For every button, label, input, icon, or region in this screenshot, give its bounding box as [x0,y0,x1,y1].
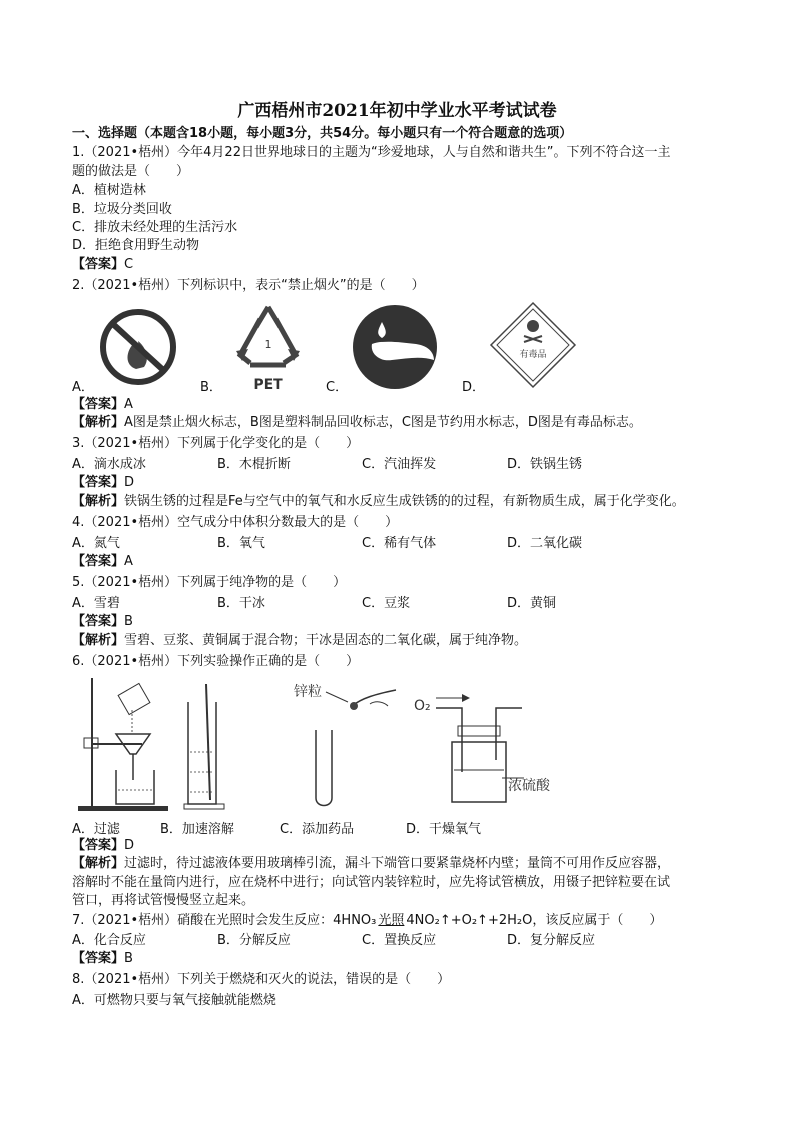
q5-answer [72,613,133,631]
answer-tag: 【答案】 [72,257,125,272]
q6-stem: 6.（2021•梧州）下列实验操作正确的是（ ） [72,654,360,669]
q3-option-d: D．铁锅生锈 [507,457,583,472]
analysis-text: 雪碧、豆浆、黄铜属于混合物；干冰是固态的二氧化碳，属于纯净物。 [124,633,528,648]
q7-stem-post: 4NO₂↑+O₂↑+2H₂O，该反应属于（ ） [406,913,663,928]
answer-value: D [124,475,135,490]
poison-sign-icon [488,300,578,390]
q1-option-b: B．垃圾分类回收 [72,202,172,217]
q6-analysis [72,855,670,873]
q2-label-b: B． [200,380,222,395]
q4-option-d: D．二氧化碳 [507,536,583,551]
q7-option-b: B．分解反应 [217,933,291,948]
cylinder-stirring-icon [182,682,232,812]
section-heading: 一、选择题（本题含18小题，每小题3分，共54分。每小题只有一个符合题意的选项） [72,126,573,141]
q1-option-d: D．拒绝食用野生动物 [72,238,200,253]
q1-stem-cont: 题的做法是（ ） [72,164,190,179]
q4-option-a: A．氮气 [72,536,120,551]
q5-option-c: C．豆浆 [362,596,411,611]
q4-options [72,535,722,553]
answer-tag: 【答案】 [72,554,125,569]
q2-label-c: C． [326,380,349,395]
q6-analysis-cont: 溶解时不能在量筒内进行，应在烧杯中进行；向试管内装锌粒时，应先将试管横放，用镊子把锌粒要在试 [72,875,671,890]
q6-analysis-cont2: 管口，再将试管慢慢竖立起来。 [72,893,255,908]
q6-label-d: D．干燥氧气 [406,822,482,837]
q8-option-a: A．可燃物只要与氧气接触就能燃烧 [72,993,276,1008]
analysis-tag: 【解析】 [72,494,125,509]
q2-stem: 2.（2021•梧州）下列标识中，表示“禁止烟火”的是（ ） [72,278,425,293]
q7-options [72,932,722,950]
q3-stem: 3.（2021•梧州）下列属于化学变化的是（ ） [72,436,360,451]
q4-stem: 4.（2021•梧州）空气成分中体积分数最大的是（ ） [72,515,399,530]
answer-tag: 【答案】 [72,838,125,853]
q1-option-c: C．排放未经处理的生活污水 [72,220,238,235]
answer-value: C [124,257,134,272]
zinc-label: 锌粒 [294,684,322,700]
analysis-text: 铁锅生锈的过程是Fe与空气中的氧气和水反应生成铁锈的的过程，有新物质生成，属于化学变化。 [124,494,685,509]
q3-option-a: A．滴水成冰 [72,457,146,472]
q1-stem: 1.（2021•梧州）今年4月22日世界地球日的主题为“珍爱地球，人与自然和谐共生”。下列不符合这一主 [72,145,671,160]
q4-answer [72,553,133,571]
analysis-tag: 【解析】 [72,415,125,430]
q2-label-d: D． [462,380,486,395]
analysis-text: A图是禁止烟火标志，B图是塑料制品回收标志，C图是节约用水标志，D图是有毒品标志。 [124,415,642,430]
q2-label-a: A． [72,380,94,395]
analysis-text: 过滤时，待过滤液体要用玻璃棒引流，漏斗下端管口要紧靠烧杯内壁；量筒不可用作反应容器， [124,856,671,871]
q5-option-b: B．干冰 [217,596,265,611]
q5-options [72,595,722,613]
recycle-icon [226,301,310,393]
analysis-tag: 【解析】 [72,633,125,648]
q1-answer [72,256,133,274]
sulfuric-acid-label: 浓硫酸 [508,778,550,794]
answer-value: B [124,951,133,966]
answer-tag: 【答案】 [72,614,125,629]
pet-label: PET [253,377,283,393]
q7-stem-pre: 7.（2021•梧州）硝酸在光照时会发生反应：4HNO₃ [72,913,377,928]
q4-option-c: C．稀有气体 [362,536,437,551]
reaction-condition: 光照 [378,913,405,928]
q3-answer [72,474,134,492]
q6-answer [72,837,134,855]
q3-analysis [72,493,685,511]
q7-stem [72,912,662,930]
q3-option-c: C．汽油挥发 [362,457,437,472]
q7-option-d: D．复分解反应 [507,933,596,948]
oxygen-label: O₂ [414,698,431,714]
q5-option-d: D．黄铜 [507,596,557,611]
poison-label: 有毒品 [519,350,547,360]
answer-value: D [124,838,135,853]
gas-drying-bottle-icon [412,690,572,815]
filtration-apparatus-icon [72,674,172,814]
recycle-number: 1 [264,338,272,351]
no-fire-sign-icon [98,307,178,387]
q6-label-b: B．加速溶解 [160,822,234,837]
q3-option-b: B．木棍折断 [217,457,291,472]
q6-label-a: A．过滤 [72,822,120,837]
answer-value: A [124,554,133,569]
answer-tag: 【答案】 [72,397,125,412]
answer-value: B [124,614,133,629]
page-title: 广西梧州市2021年初中学业水平考试试卷 [237,101,557,121]
answer-tag: 【答案】 [72,475,125,490]
q7-answer [72,950,133,968]
answer-value: A [124,397,133,412]
q1-option-a: A．植树造林 [72,183,146,198]
q6-label-c: C．添加药品 [280,822,355,837]
q5-stem: 5.（2021•梧州）下列属于纯净物的是（ ） [72,575,347,590]
q7-option-a: A．化合反应 [72,933,146,948]
q7-option-c: C．置换反应 [362,933,437,948]
q3-options [72,456,722,474]
q4-option-b: B．氧气 [217,536,265,551]
q8-stem: 8.（2021•梧州）下列关于燃烧和灭火的说法，错误的是（ ） [72,972,451,987]
analysis-tag: 【解析】 [72,856,125,871]
q2-answer [72,396,133,414]
water-saving-icon [352,304,438,390]
answer-tag: 【答案】 [72,951,125,966]
q2-analysis [72,414,642,432]
q5-analysis [72,632,527,650]
adding-zinc-icon [292,680,402,815]
q5-option-a: A．雪碧 [72,596,120,611]
